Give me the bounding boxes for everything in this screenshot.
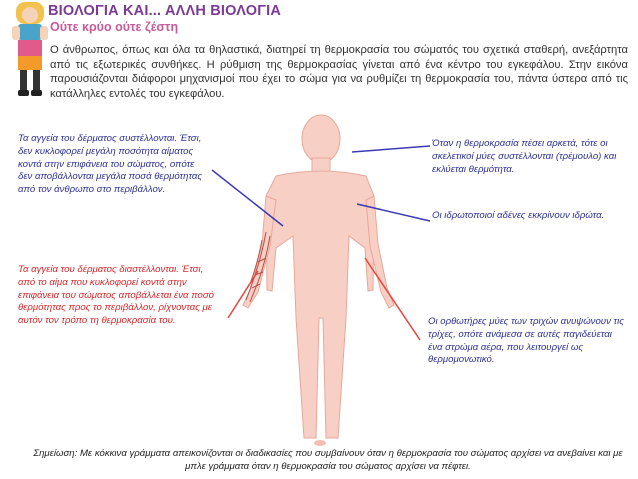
- footnote: Σημείωση: Με κόκκινα γράμματα απεικονίζονται οι διαδικασίες που συμβαίνουν όταν η θερμοκρασία του σώματος αρχίσει να ανεβαίνει και με μπλε γράμματα όταν η θερμοκρασία του σώματος αρχίσει να πέφτει.: [33, 448, 623, 472]
- annotation-hair-erector-muscles: Οι ορθωτήρες μύες των τριχών ανυψώνουν τις τρίχες, οπότε ανάμεσα σε αυτές παγιδεύεται ένα στρώμα αέρα, που λειτουργεί ως θερμομονωτικό.: [428, 316, 624, 366]
- mascot-girl: [12, 2, 48, 96]
- annotation-vasoconstriction: Τα αγγεία του δέρματος συστέλλονται. Έτσι, δεν κυκλοφορεί μεγάλη ποσότητα αίματος κοντά στην επιφάνεια του σώματος, οπότε δεν αποβάλλονται μεγάλα ποσά θερμότητας από τον άνθρωπο στο περιβάλλον.: [18, 133, 203, 196]
- pointer-line-right-blue: [352, 146, 430, 152]
- annotation-shivering: Όταν η θερμοκρασία πέσει αρκετά, τότε οι σκελετικοί μύες συστέλλονται (τρέμουλο) και εκλύεται θερμότητα.: [432, 138, 617, 175]
- page-title: ΒΙΟΛΟΓΙΑ ΚΑΙ... ΑΛΛΗ ΒΙΟΛΟΓΙΑ: [48, 3, 282, 19]
- pointer-line-right-red-2: [365, 258, 420, 340]
- human-body-figure: [243, 115, 394, 446]
- annotation-vasodilation: Τα αγγεία του δέρματος διαστέλλονται. Έτσι, από το αίμα που κυκλοφορεί κοντά στην επιφάνεια του σώματος αποβάλλεται ένα ποσό θερμότητας προς το περιβάλλον, ρίχνοντας με αυτόν τον τρόπο τη θερμοκρασία του.: [18, 264, 214, 327]
- annotation-sweat-glands: Οι ιδρωτοποιοί αδένες εκκρίνουν ιδρώτα.: [432, 210, 605, 221]
- intro-paragraph: Ο άνθρωπος, όπως και όλα τα θηλαστικά, διατηρεί τη θερμοκρασία του σώματός του σχετικά σταθερή, ανεξάρτητα από τις εξωτερικές συνθήκες. Η ρύθμιση της θερμοκρασίας γίνεται από ένα κέντρο του εγκεφάλου. Στην εικόνα παρουσιάζονται διάφοροι μηχανισμοί που έχει το σώμα για να ρυθμίζει τη θερμοκρασία του, πάντα ύστερα από τις κατάλληλες εντολές του εγκεφάλου.: [50, 44, 628, 100]
- page-subtitle: Ούτε κρύο ούτε ζέστη: [50, 20, 179, 34]
